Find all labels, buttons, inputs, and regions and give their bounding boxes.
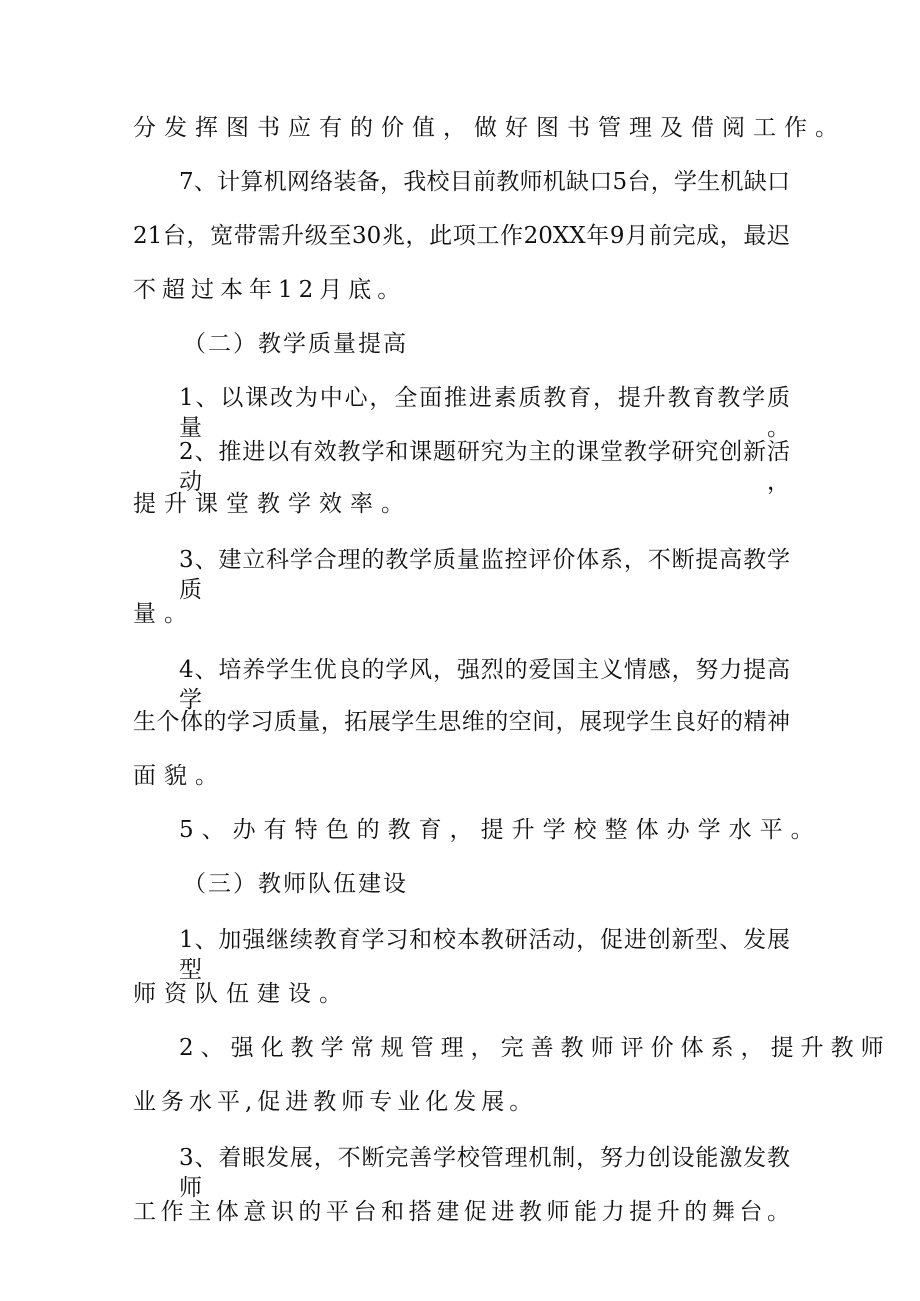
paragraph-line: 面貌。 [133, 763, 226, 789]
paragraph-line: 2、强化教学常规管理，完善教师评价体系，提升教师 [179, 1035, 891, 1061]
section-heading: （二）教学质量提高 [183, 331, 408, 357]
paragraph-line: 1、加强继续教育学习和校本教研活动，促进创新型、发展型 [179, 927, 790, 983]
paragraph-line: 3、建立科学合理的教学质量监控评价体系，不断提高教学质 [179, 547, 790, 603]
paragraph-line: 4、培养学生优良的学风，强烈的爱国主义情感，努力提高学 [179, 657, 790, 713]
paragraph-line: 5、办有特色的教育，提升学校整体办学水平。 [179, 817, 822, 843]
paragraph-line: 师资队伍建设。 [133, 981, 350, 1007]
paragraph-line: 21台，宽带需升级至30兆，此项工作20XX年9月前完成，最迟 [133, 223, 790, 249]
paragraph-line: 不超过本年12月底。 [133, 277, 407, 303]
paragraph-line: 3、着眼发展，不断完善学校管理机制，努力创设能激发教师 [179, 1145, 790, 1201]
paragraph-line: 生个体的学习质量，拓展学生思维的空间，展现学生良好的精神 [133, 709, 790, 735]
paragraph-line: 业务水平,促进教师专业化发展。 [133, 1089, 538, 1115]
paragraph-line: 提升课堂教学效率。 [133, 491, 412, 517]
paragraph-line: 2、推进以有效教学和课题研究为主的课堂教学研究创新活动， [179, 439, 790, 495]
paragraph-line: 1、以课改为中心，全面推进素质教育，提升教育教学质量。 [179, 385, 790, 441]
section-heading: （三）教师队伍建设 [183, 871, 408, 897]
paragraph-line: 工作主体意识的平台和搭建促进教师能力提升的舞台。 [133, 1199, 790, 1225]
paragraph-line: 7、计算机网络装备，我校目前教师机缺口5台，学生机缺口 [179, 169, 790, 195]
paragraph-line: 量。 [133, 601, 195, 627]
paragraph-line: 分发挥图书应有的价值，做好图书管理及借阅工作。 [133, 115, 846, 141]
